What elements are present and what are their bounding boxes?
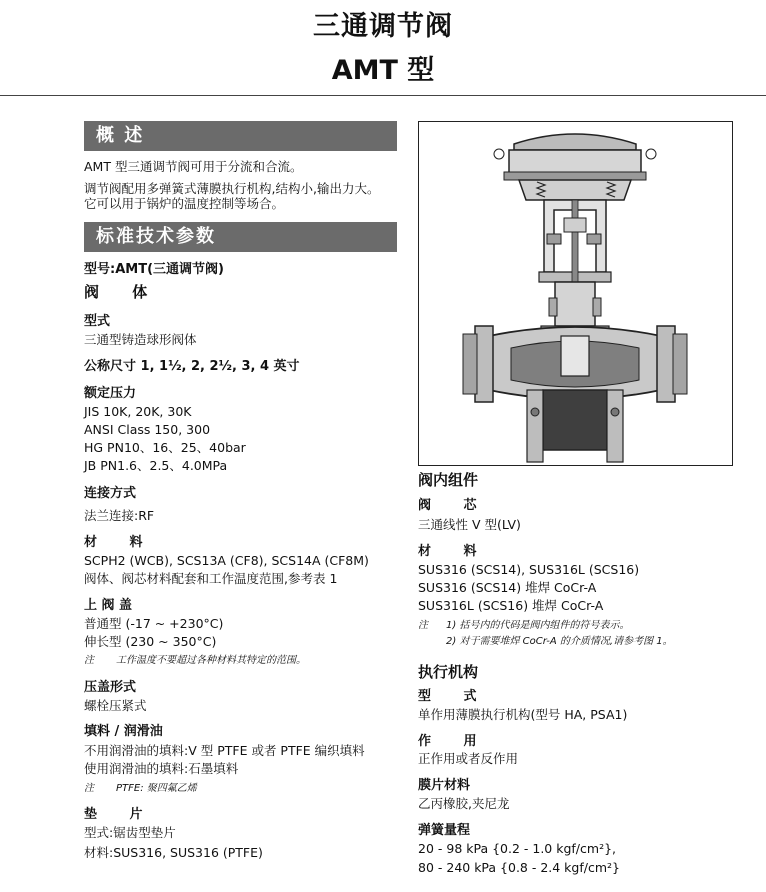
valve-drawing [419,122,732,465]
pressure-value: HG PN10、16、25、40bar [84,440,246,455]
trim-material-value: SUS316 (SCS14), SUS316L (SCS16) [418,562,640,577]
specs-heading: 标准技术参数 [84,222,397,252]
connection-value: 法兰连接:RF [84,508,155,523]
action-label: 作 用 [418,734,491,749]
spring-value: 20 - 98 kPa {0.2 - 1.0 kgf/cm²}, [418,841,617,856]
gland-label: 压盖形式 [84,680,137,695]
gasket-value: 材料:SUS316, SUS316 (PTFE) [84,845,263,860]
bonnet-value: 伸长型 (230 ~ 350°C) [84,634,217,649]
valve-illustration [418,121,733,466]
gasket-label: 垫 片 [84,807,157,822]
trim-heading: 阀内组件 [418,471,479,489]
actuator-heading: 执行机构 [418,663,479,681]
overview-line-2: 调节阀配用多弹簧式薄膜执行机构,结构小,输出力大。 [84,181,380,196]
spring-value: 80 - 240 kPa {0.8 - 2.4 kgf/cm²} [418,860,620,875]
trim-note: 2) 对于需要堆焊 CoCr-A 的介质情况,请参考图 1。 [446,636,673,647]
trim-material-label: 材 料 [418,544,491,559]
document-title: 三通调节阀 [313,11,453,42]
pressure-value: ANSI Class 150, 300 [84,422,211,437]
type-label: 型式 [84,314,111,329]
trim-material-value: SUS316L (SCS16) 堆焊 CoCr-A [418,598,604,613]
bonnet-note: 工作温度不要超过各种材料其特定的范围。 [116,655,306,666]
packing-value: 使用润滑油的填料:石墨填料 [84,761,239,776]
overview-heading: 概 述 [84,121,397,151]
action-value: 正作用或者反作用 [418,751,519,766]
material-value: SCPH2 (WCB), SCS13A (CF8), SCS14A (CF8M) [84,553,369,568]
trim-note-prefix: 注 [418,620,428,631]
actuator-type-value: 单作用薄膜执行机构(型号 HA, PSA1) [418,707,628,722]
model-title: AMT 型 [331,55,435,86]
bonnet-note-prefix: 注 [84,655,94,666]
overview-line-1: AMT 型三通调节阀可用于分流和合流。 [84,159,303,174]
connection-label: 连接方式 [84,486,137,501]
model-line: 型号:AMT(三通调节阀) [84,262,224,277]
spring-label: 弹簧量程 [418,823,471,838]
packing-value: 不用润滑油的填料:V 型 PTFE 或者 PTFE 编织填料 [84,743,365,758]
packing-note-prefix: 注 [84,783,94,794]
packing-label: 填料 / 润滑油 [84,724,163,739]
material-label: 材 料 [84,535,157,550]
plug-value: 三通线性 V 型(LV) [418,517,521,532]
header-divider [0,95,766,96]
actuator-type-label: 型 式 [418,689,491,704]
gland-value: 螺栓压紧式 [84,698,147,713]
trim-material-value: SUS316 (SCS14) 堆焊 CoCr-A [418,580,597,595]
material-value: 阀体、阀芯材料配套和工作温度范围,参考表 1 [84,571,338,586]
diaphragm-value: 乙丙橡胶,夹尼龙 [418,796,510,811]
bonnet-value: 普通型 (-17 ~ +230°C) [84,616,224,631]
bonnet-label: 上 阀 盖 [84,598,133,613]
gasket-value: 型式:锯齿型垫片 [84,825,176,840]
overview-line-3: 它可以用于锅炉的温度控制等场合。 [84,196,285,211]
body-heading: 阀 体 [84,283,162,301]
pressure-value: JB PN1.6、2.5、4.0MPa [84,458,228,473]
size-label: 公称尺寸 1, 1½, 2, 2½, 3, 4 英寸 [84,359,300,374]
type-value: 三通型铸造球形阀体 [84,332,197,347]
plug-label: 阀 芯 [418,498,491,513]
packing-note: PTFE: 聚四氟乙烯 [116,783,197,794]
pressure-value: JIS 10K, 20K, 30K [84,404,192,419]
diaphragm-label: 膜片材料 [418,778,471,793]
pressure-label: 额定压力 [84,386,137,401]
trim-note: 1) 括号内的代码是阀内组件的符号表示。 [446,620,630,631]
